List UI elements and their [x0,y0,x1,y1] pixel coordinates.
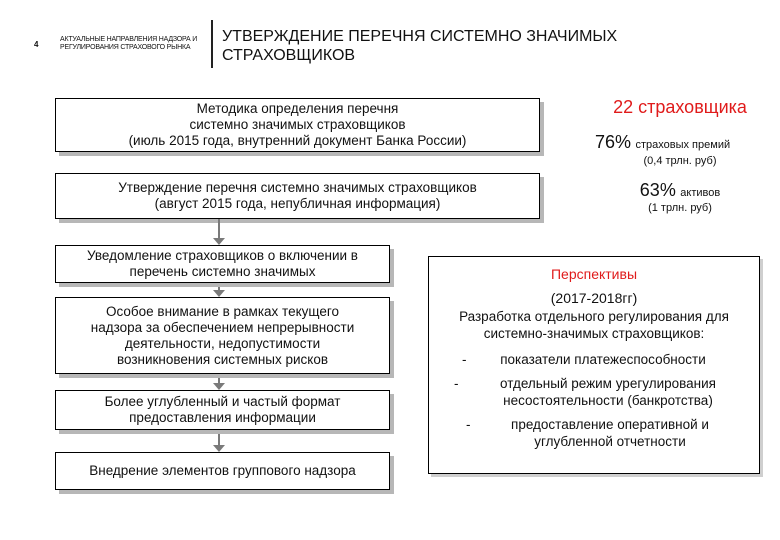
perspectives-item-line: предоставление оперативной и [511,417,709,432]
perspectives-item-line: показатели платежеспособности [500,352,706,367]
methodology-box [55,98,540,152]
step-box-group-supervision [55,452,390,490]
assets-amount: (1 трлн. руб) [648,202,712,214]
perspectives-item [466,416,756,452]
perspectives-desc-line: системно-значимых страховщиков: [483,326,705,341]
step-line: Уведомление страховщиков о включении в [87,248,358,263]
assets-stat [590,180,770,201]
header-divider [211,20,213,68]
step-line: Внедрение элементов группового надзора [89,463,356,478]
premiums-stat [595,132,775,153]
assets-percent: 63% [639,180,676,200]
step-line: возникновения системных рисков [116,351,329,367]
methodology-line-3: (июль 2015 года, внутренний документ Банка России) [128,133,467,148]
arrow-down-icon [213,219,225,245]
step-line: деятельности, недопустимости [124,335,321,351]
perspectives-title: Перспективы [550,266,638,282]
approval-line-1: Утверждение перечня системно значимых страховщиков [118,180,477,195]
insurers-count: 22 страховщика [613,97,747,117]
approval-box [55,173,540,219]
perspectives-years: (2017-2018гг) [550,290,638,306]
step-box-reporting [55,390,390,430]
perspectives-item [462,351,752,371]
step-line: Особое внимание в рамках текущего [105,303,339,319]
perspectives-item [454,375,754,411]
perspectives-desc-line: Разработка отдельного регулирования для [459,309,729,324]
dash-bullet: - [466,417,471,432]
page-title: УТВЕРЖДЕНИЕ ПЕРЕЧНЯ СИСТЕМНО ЗНАЧИМЫХ СТРАХОВЩИКОВ [222,28,618,64]
perspectives-item-line: отдельный режим урегулирования [500,376,716,391]
step-box-attention [55,297,390,374]
step-line: Более углубленный и частый формат [104,394,341,409]
methodology-line-2: системно значимых страховщиков [189,117,406,132]
step-line: предоставления информации [129,410,316,425]
premiums-label: страховых премий [635,139,731,151]
section-label: АКТУАЛЬНЫЕ НАПРАВЛЕНИЯ НАДЗОРА И РЕГУЛИРОВАНИЯ СТРАХОВОГО РЫНКА [60,36,198,51]
step-line: надзора за обеспечением непрерывности [90,319,355,335]
step-line: перечень системно значимых [129,264,316,279]
premiums-amount: (0,4 трлн. руб) [643,155,717,167]
perspectives-description [428,308,760,342]
assets-label: активов [680,187,721,199]
dash-bullet: - [462,352,467,367]
methodology-line-1: Методика определения перечня [196,101,399,116]
step-box-notification [55,245,390,283]
perspectives-item-line: углубленной отчетности [534,434,686,449]
approval-line-2: (август 2015 года, непубличная информация) [154,196,441,211]
perspectives-item-line: несостоятельности (банкротства) [503,393,713,408]
arrow-down-icon [213,283,225,297]
arrow-down-icon [213,430,225,452]
premiums-percent: 76% [595,132,632,152]
page-number: 4 [34,40,39,49]
arrow-down-icon [213,374,225,390]
dash-bullet: - [454,376,459,391]
